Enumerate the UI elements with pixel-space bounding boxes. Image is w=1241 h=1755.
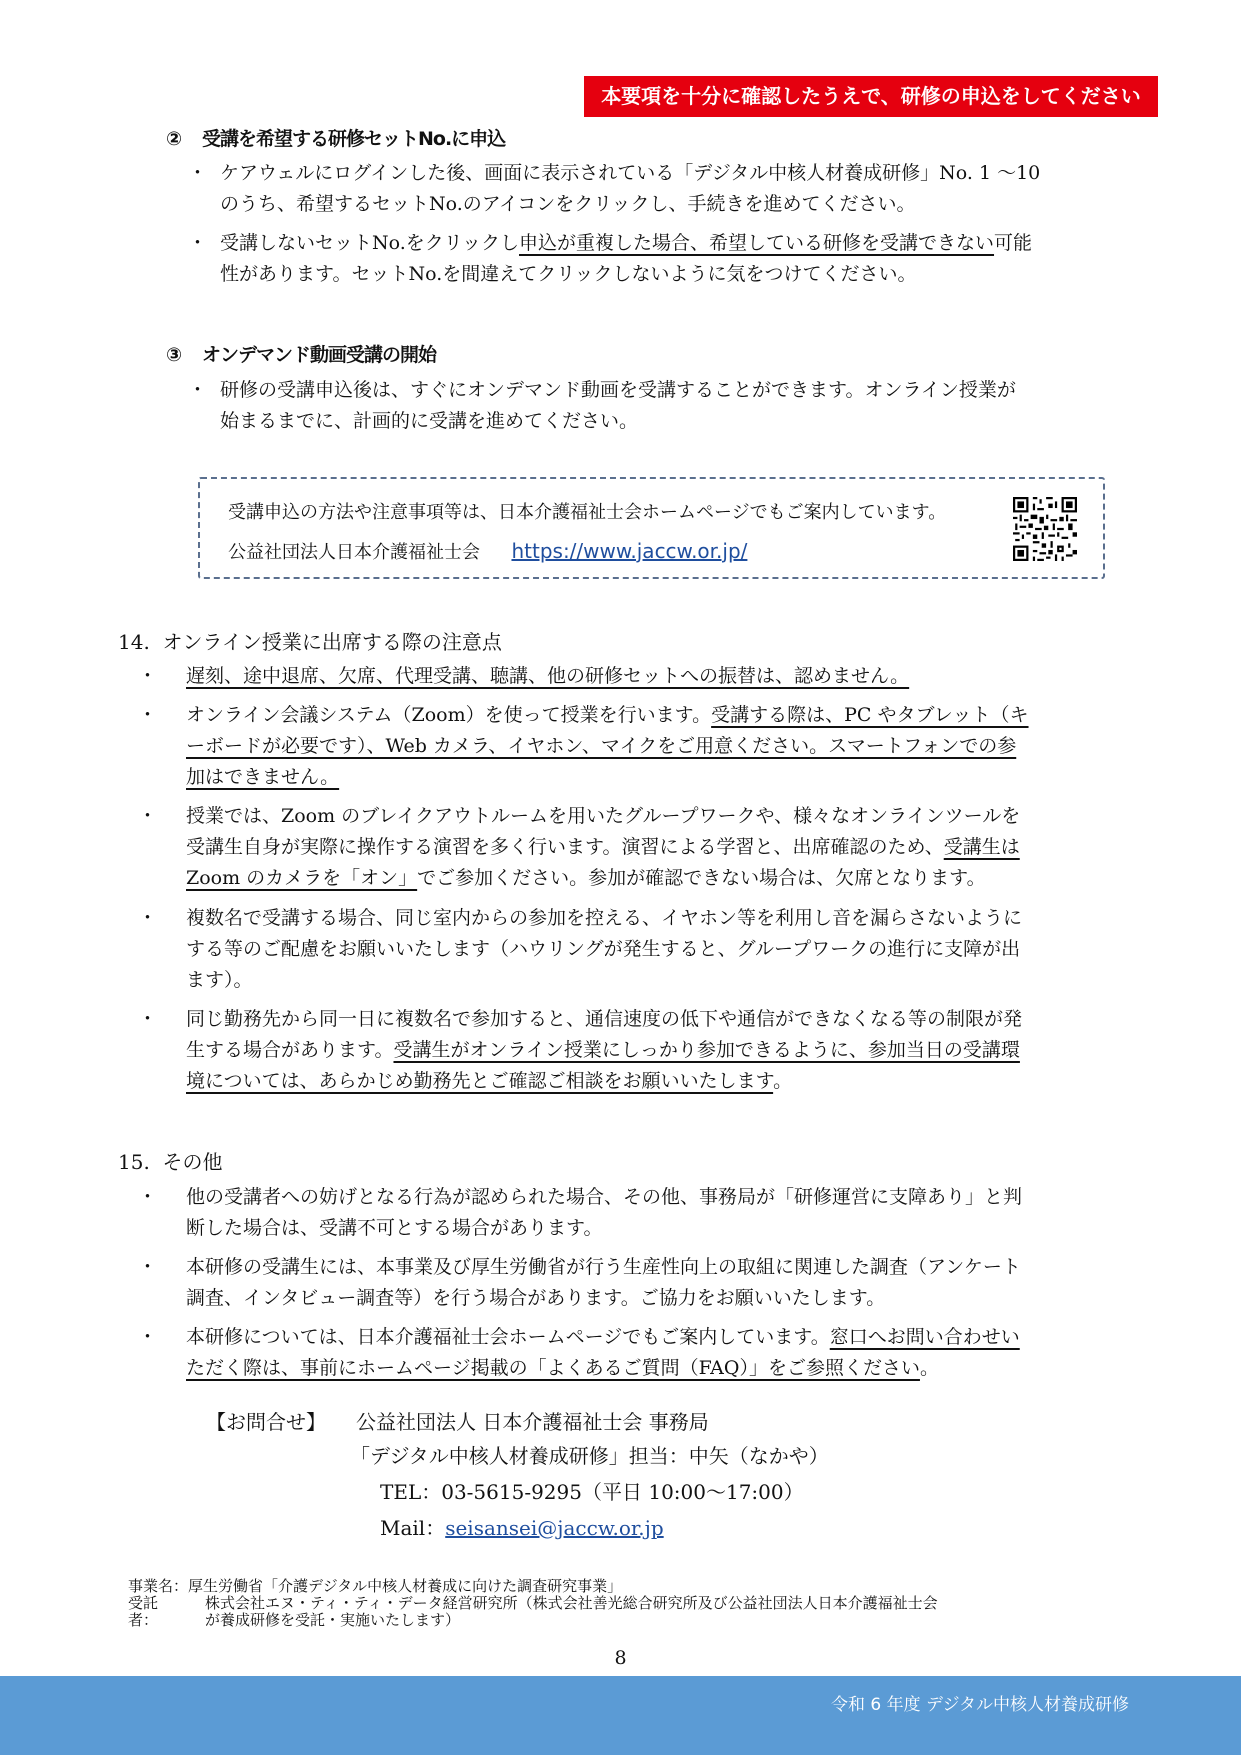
info-org: 公益社団法人日本介護福祉士会 https://www.jaccw.or.jp/: [228, 539, 748, 563]
subsection-title: 受講を希望する研修セットNo.に申込: [202, 128, 506, 150]
list-item: ・ 同じ勤務先から同一日に複数名で参加すると、通信速度の低下や通信ができなくなる等の制限が発 生する場合があります。受講生がオンライン授業にしっかり参加できるように、参加当日の受講環 境については、あらかじめ勤務先とご確認ご相談をお願いいたします。: [138, 1008, 1023, 1092]
project-note: 事業名：厚生労働省「介護デジタル中核人材養成に向けた調査研究事業」: [128, 1577, 623, 1595]
website-link[interactable]: https://www.jaccw.or.jp/: [511, 539, 748, 563]
contact-label: 【お問合せ】: [206, 1410, 326, 1434]
list-item: ・ 授業では、Zoom のブレイクアウトルームを用いたグループワークや、様々なオンラインツールを 受講生自身が実際に操作する演習を多く行います。演習による学習と、出席確認のため、受講生は Zoom のカメラを「オン」でご参加ください。参加が確認できない場合は、欠席となります。: [138, 805, 1021, 889]
subsection-2-heading: [166, 124, 505, 151]
list-item: ・ 研修の受講申込後は、すぐにオンデマンド動画を受講することができます。オンライン授業が 始まるまでに、計画的に受講を進めてください。: [188, 379, 1016, 432]
subsection-number: ②: [166, 128, 182, 150]
section-15-heading: 15. その他: [118, 1150, 223, 1174]
subsection-title: オンデマンド動画受講の開始: [202, 344, 437, 366]
list-item: ・ 受講しないセットNo.をクリックし申込が重複した場合、希望している研修を受講できない可能 性があります。セットNo.を間違えてクリックしないように気をつけてください。: [188, 232, 1033, 285]
contact-dept: 「デジタル中核人材養成研修」担当：中矢（なかや）: [350, 1444, 829, 1468]
qr-code-icon: [1013, 497, 1077, 561]
section-14-heading: 14. オンライン授業に出席する際の注意点: [118, 630, 502, 654]
info-box: [198, 477, 1105, 579]
contact-tel: TEL：03-5615-9295（平日 10:00〜17:00）: [380, 1480, 804, 1504]
email-link[interactable]: seisansei@jaccw.or.jp: [445, 1516, 664, 1540]
subsection-3-heading: [166, 340, 436, 367]
notice-banner: 本要項を十分に確認したうえで、研修の申込をしてください: [584, 76, 1158, 117]
list-item: ・ 複数名で受講する場合、同じ室内からの参加を控える、イヤホン等を利用し音を漏らさないように する等のご配慮をお願いいたします（ハウリングが発生すると、グループワークの進行に支障が出 ます）。: [138, 907, 1023, 991]
list-item: ・ ケアウェルにログインした後、画面に表示されている「デジタル中核人材養成研修」No. 1 〜10 のうち、希望するセットNo.のアイコンをクリックし、手続きを進めてください。: [188, 162, 1041, 215]
contact-org: 公益社団法人 日本介護福祉士会 事務局: [356, 1410, 709, 1434]
page-number: 8: [614, 1647, 627, 1669]
footer-bar: [0, 1676, 1241, 1755]
info-text: 受講申込の方法や注意事項等は、日本介護福祉士会ホームページでもご案内しています。: [228, 502, 947, 523]
subsection-number: ③: [166, 344, 182, 366]
list-item: ・ 他の受講者への妨げとなる行為が認められた場合、その他、事務局が「研修運営に支障あり」と判 断した場合は、受講不可とする場合があります。: [138, 1186, 1023, 1239]
footer-title: 令和 6 年度 デジタル中核人材養成研修: [830, 1695, 1129, 1715]
contact-mail: Mail：seisansei@jaccw.or.jp: [380, 1516, 664, 1540]
list-item: ・ 本研修については、日本介護福祉士会ホームページでもご案内しています。窓口へお問い合わせい ただく際は、事前にホームページ掲載の「よくあるご質問（FAQ）」をご参照ください。: [138, 1326, 1020, 1379]
list-item: ・ 本研修の受講生には、本事業及び厚生労働省が行う生産性向上の取組に関連した調査（アンケート 調査、インタビュー調査等）を行う場合があります。ご協力をお願いいたします。: [138, 1256, 1021, 1309]
list-item: ・ オンライン会議システム（Zoom）を使って授業を行います。受講する際は、PC やタブレット（キ ーボードが必要です）、Web カメラ、イヤホン、マイクをご用意ください。スマートフォンでの参 加はできません。: [138, 704, 1029, 788]
list-item: ・ 遅刻、途中退席、欠席、代理受講、聴講、他の研修セットへの振替は、認めません。: [138, 665, 910, 687]
